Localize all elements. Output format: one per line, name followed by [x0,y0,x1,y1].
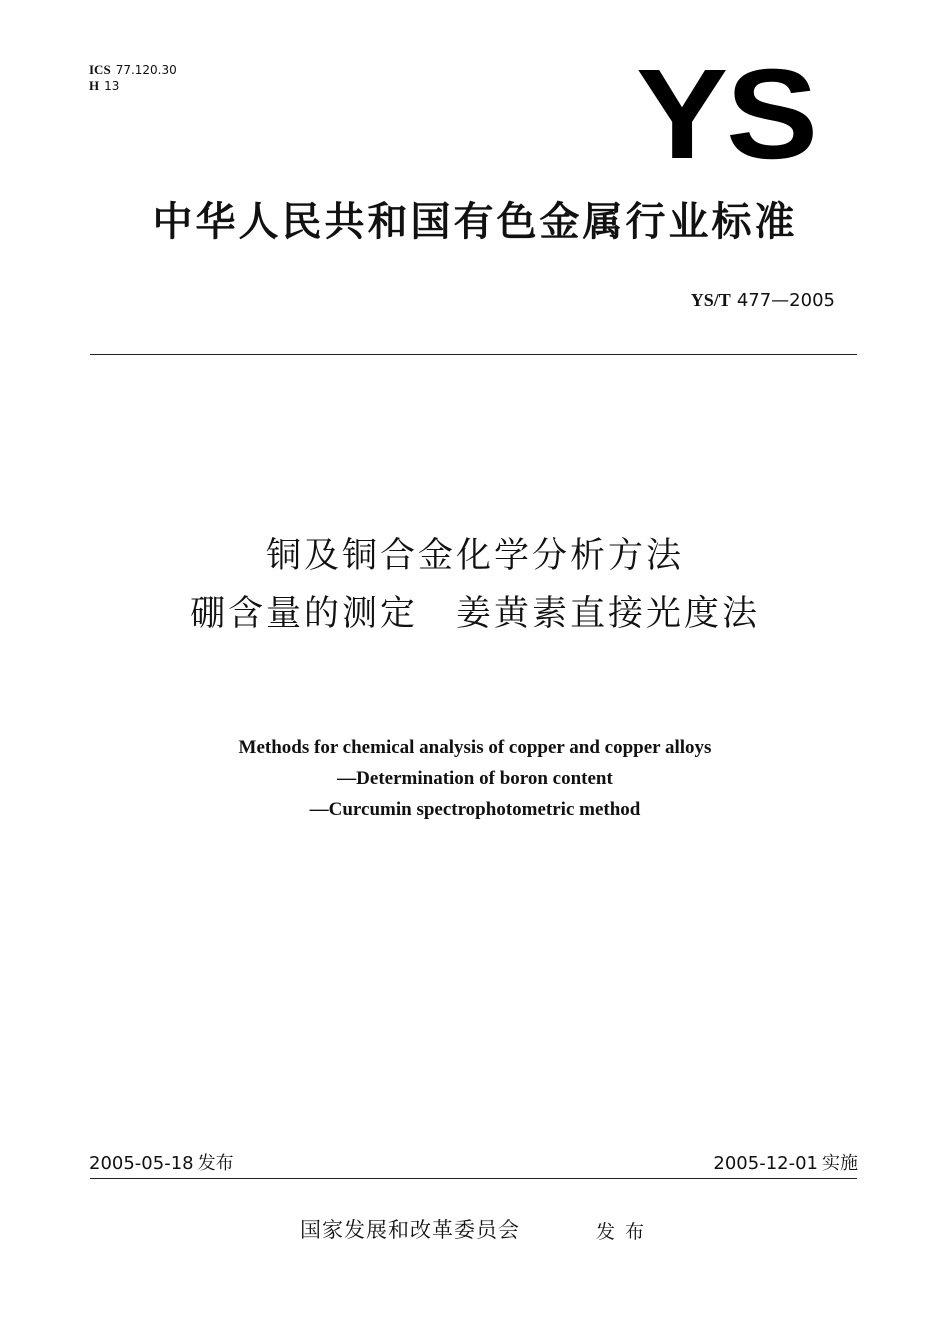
ics-line [89,62,177,78]
english-title-line-1: Methods for chemical analysis of copper and copper alloys [238,737,712,758]
issue-word: 发布 [197,1153,234,1174]
ccs-label: H [89,78,100,93]
standard-number [691,288,835,313]
issue-date-value: 2005-05-18 [89,1153,194,1174]
ics-code: 77.120.30 [115,63,177,77]
top-divider [90,354,857,355]
bottom-divider [90,1178,857,1179]
implementation-date [713,1152,858,1176]
english-title-line-2: —Determination of boron content [337,768,613,789]
publish-word: 发布 [596,1221,655,1243]
standard-number-value: 477—2005 [736,290,835,311]
issue-date [89,1152,234,1176]
publisher-name: 国家发展和改革委员会 [300,1218,520,1242]
implementation-word: 实施 [822,1153,858,1174]
ccs-line [89,78,177,94]
ccs-code: 13 [104,79,120,93]
implementation-date-value: 2005-12-01 [713,1153,818,1174]
chinese-title-line-1: 铜及铜合金化学分析方法 [265,536,684,576]
standard-category-title: 中华人民共和国有色金属行业标准 [152,199,798,245]
ics-label: ICS [89,62,111,77]
classification-codes [89,62,177,94]
standard-number-prefix: YS/T [690,290,731,310]
chinese-title-line-2: 硼含量的测定 姜黄素直接光度法 [189,594,760,634]
english-title-line-3: —Curcumin spectrophotometric method [309,799,641,820]
ys-logo: YS [635,43,817,186]
